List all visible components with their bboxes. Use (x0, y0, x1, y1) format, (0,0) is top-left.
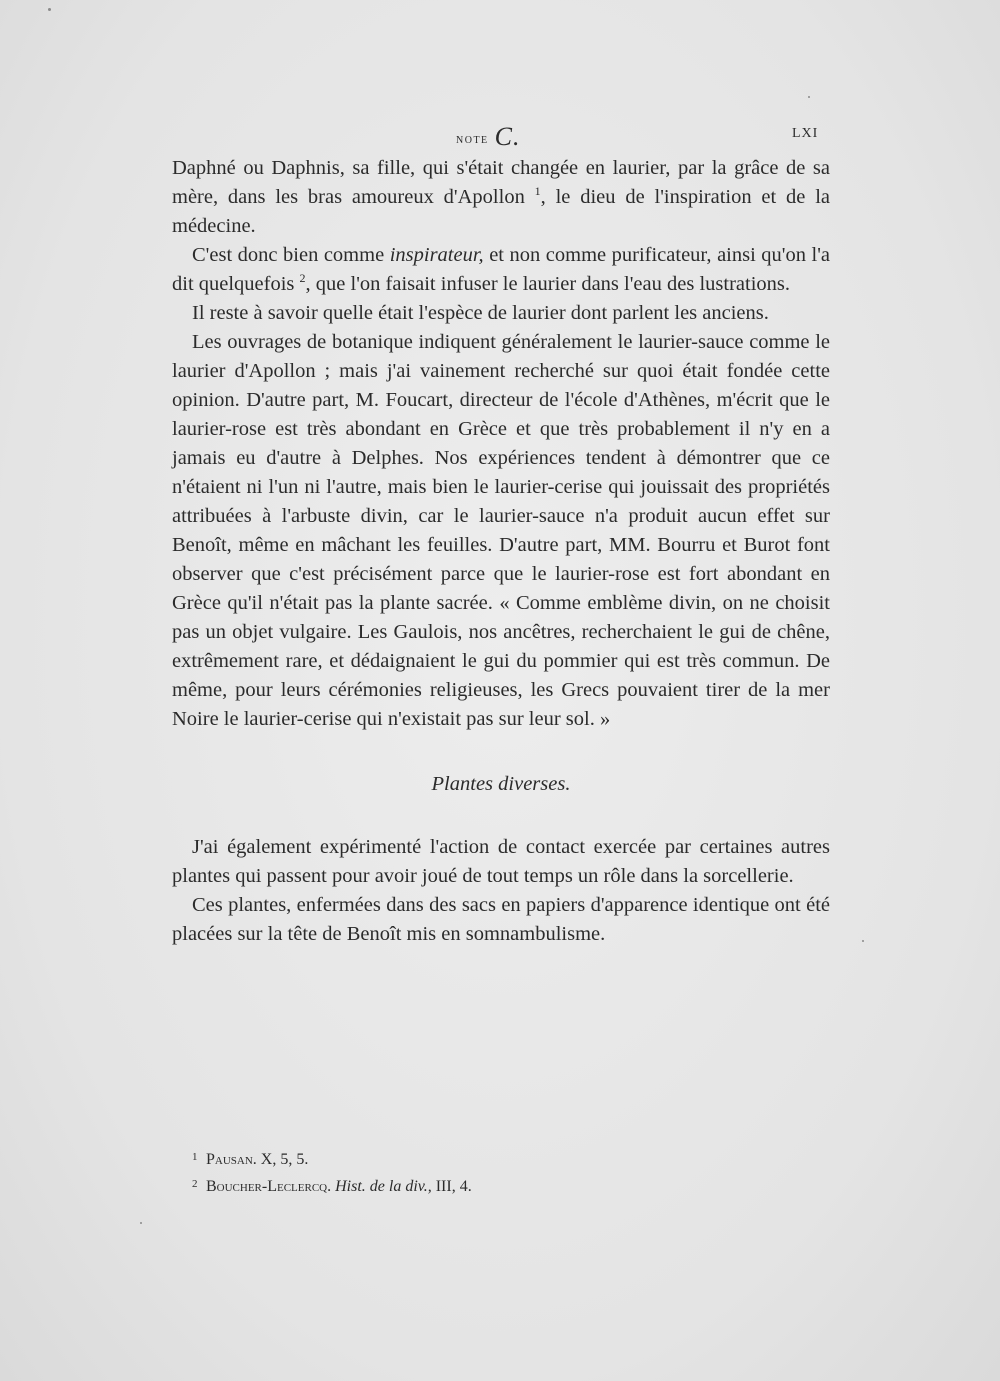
footnote-author: Boucher-Leclercq. (206, 1178, 332, 1195)
footnote-number: 2 (192, 1178, 198, 1190)
main-text (172, 154, 830, 949)
paper-speck (862, 940, 864, 942)
footnotes (192, 1145, 812, 1199)
page-header (0, 118, 1000, 151)
footnote-ref-2: 2 (299, 271, 306, 285)
paper-speck (808, 96, 810, 98)
paragraph (172, 241, 830, 299)
footnote-reference: X, 5, 5. (256, 1151, 309, 1168)
section-title: Plantes diverses. (431, 773, 571, 795)
paragraph: Ces plantes, enfermées dans des sacs en papiers d'apparence identique ont été placées sur la tête de Benoît mis en somnambulisme. (172, 894, 830, 945)
page-number: LXI (792, 126, 819, 141)
running-head (456, 120, 521, 150)
paragraph-continuation (172, 154, 830, 241)
footnote-number: 1 (192, 1151, 198, 1163)
footnote-title: Hist. de la div., (331, 1178, 432, 1195)
paragraph-text: Daphné ou Daphnis, sa fille, qui s'était changée en laurier, par la grâce de sa mère, dans les bras amoureux d'Apollon (172, 157, 830, 208)
footnote-author: Pausan. (206, 1151, 257, 1168)
paper-speck (48, 8, 51, 11)
paragraph-text: , que l'on faisait infuser le laurier dans l'eau des lustrations. (305, 273, 790, 295)
footnote-2 (192, 1172, 812, 1199)
footnote-1 (192, 1145, 812, 1172)
paper-speck (140, 1222, 142, 1224)
running-head-note-letter: C. (494, 122, 521, 151)
paragraph-text: C'est donc bien comme (192, 244, 390, 266)
paragraph: Les ouvrages de botanique indiquent généralement le laurier-sauce comme le laurier d'Apollon ; mais j'ai vainement recherché sur quoi était fondée cette opinion. D'autre part, M. Foucart, directeur de l'école d'Athènes, m'écrit que le laurier-rose est très abondant en Grèce et que très probablement il n'y en a jamais eu d'autre à Delphes. Nos expériences tendent à démontrer que ce n'étaient ni l'un ni l'autre, mais bien le laurier-cerise qui jouissait des propriétés attribuées à l'arbuste divin, car le laurier-sauce n'a produit aucun effet sur Benoît, même en mâchant les feuilles. D'autre part, MM. Bourru et Burot font observer que c'est précisément parce que le laurier-rose est fort abondant en Grèce qu'il n'était pas la plante sacrée. « Comme emblème divin, on ne choisit pas un objet vulgaire. Les Gaulois, nos ancêtres, recherchaient le gui de chêne, extrêmement rare, et dédaignaient le gui du pommier qui est très commun. De même, pour leurs cérémonies religieuses, les Grecs pouvaient tirer de la mer Noire le laurier-cerise qui n'existait pas sur leur sol. » (172, 331, 830, 730)
paragraph: J'ai également expérimenté l'action de contact exercée par certaines autres plantes qui passent pour avoir joué de tout temps un rôle dans la sorcellerie. (172, 836, 830, 887)
paragraph: Il reste à savoir quelle était l'espèce de laurier dont parlent les anciens. (192, 302, 769, 324)
footnote-ref-1: 1 (534, 184, 541, 198)
italic-term: inspirateur, (389, 244, 484, 266)
paragraph-text: , le dieu de l'inspiration et de la médecine. (172, 186, 830, 237)
running-head-note-word: note (456, 132, 489, 147)
footnote-reference: III, 4. (431, 1178, 472, 1195)
paragraph-text: et non comme purificateur, ainsi qu'on l'a dit quelquefois (172, 244, 831, 295)
